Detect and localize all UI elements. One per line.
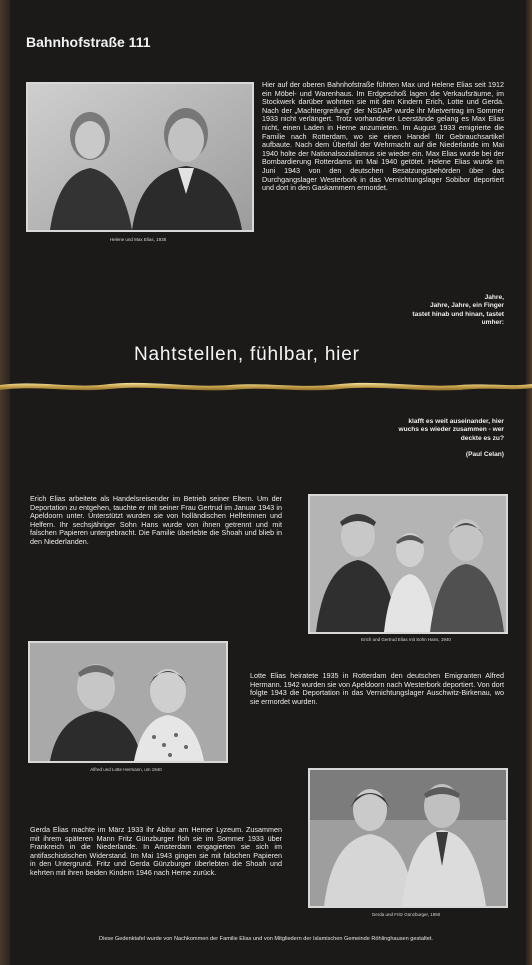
photo-erich-gertrud-hans: [308, 494, 508, 634]
poem-line: Jahre, Jahre, ein Finger: [429, 302, 504, 310]
poem-line: wuchs es wieder zusammen - wer: [398, 426, 504, 434]
plaque-edge-left: [0, 0, 10, 965]
photo-caption: Helene und Max Elias, 1938: [109, 237, 167, 242]
poem-author: (Paul Celan): [465, 451, 504, 459]
poem-line: Jahre,: [484, 294, 504, 301]
plaque-title: Bahnhofstraße 111: [26, 34, 151, 50]
section-text-lotte: Lotte Elias heiratete 1935 in Rotterdam den deutschen Emigranten Alfred Hermann. 1942 wurden sie von Apeldoorn nach Westerbork deportiert. Von dort folgte 1943 die Deportation in das Vernichtungslager Auschwitz-Birkenau, wo sie ermordet wurden.: [250, 671, 504, 706]
photo-caption: Erich und Gertrud Elias mit Sohn Hans, 1940: [361, 637, 451, 642]
photo-gerda-fritz-guenzburger: [308, 768, 508, 908]
photo-helene-max-elias: [26, 82, 254, 232]
poem-stanza-top: [330, 294, 504, 328]
section-text-gerda: Gerda Elias machte im März 1933 ihr Abitur am Herner Lyzeum. Zusammen mit ihrem späteren Mann Fritz Günzburger floh sie im Sommer 1933 über Frankreich in die Niederlande. In Amsterdam engagierten sie sich im antifaschistischen Widerstand. Im Mai 1943 gingen sie mit falschen Papieren in den Untergrund. Fritz und Gerda Günzburger überlebten die Shoah und kehrten mit ihren beiden Kindern 1946 nach Herne zurück.: [30, 825, 282, 877]
poem-line: klafft es weit auseinander, hier: [408, 418, 504, 425]
plaque-edge-right: [526, 0, 532, 965]
poem-line: umher:: [481, 319, 504, 327]
section-text-erich: Erich Elias arbeitete als Handelsreisender im Betrieb seiner Eltern. Um der Deportation zu entgehen, tauchte er mit seiner Frau Gertrud im Januar 1943 in Apeldoorn unter. Unterstützt wurden sie von holländischen Helferinnen und Helfern. Ihr sechsjähriger Sohn Hans wurde von ihnen getrennt und mit falschen Papieren untergebracht. Die Familie überlebte die Shoah und blieb in den Niederlanden.: [30, 494, 282, 546]
photo-caption: Gerda und Fritz Günzburger, 1950: [371, 912, 441, 917]
poem-stanza-bottom: [330, 418, 504, 460]
photo-caption: Alfred und Lotte Hermann, um 1940: [90, 767, 162, 772]
gold-seam-line: [0, 378, 532, 394]
photo-alfred-lotte-hermann: [28, 641, 228, 763]
poem-line: tastet hinab und hinan, tastet: [412, 310, 504, 318]
plaque-footer: Diese Gedenktafel wurde von Nachkommen der Familie Elias und von Mitgliedern der Islamischen Gemeinde Röhlinghausen gestaltet.: [99, 936, 433, 942]
section-text-max-helene: Hier auf der oberen Bahnhofstraße führten Max und Helene Elias seit 1912 ein Möbel- und Warenhaus. Im Erdgeschoß lagen die Verkaufsräume, im Stockwerk darüber wohnten sie mit den Kindern Erich, Lotte und Gerda. Nach der „Machtergreifung“ der NSDAP wurde ihr Mietvertrag im Sommer 1933 nicht verlängert. Trotz vorhandener Leerstände gelang es Max Elias nicht, einen Laden in Herne anzumieten. Im August 1933 emigrierte die Familie nach Rotterdam, wo sie einen Handel für Gebrauchsartikel aufbaute. Nach dem Überfall der Wehrmacht auf die Niederlande im Mai 1940 holte der Nationalsozialismus sie wieder ein. Max Elias wurde bei der Bombardierung Rotterdams im Mai 1940 getötet. Helene Elias wurde im Juni 1943 von den deutschen Besatzungsbehörden über das Durchgangslager Westerbork in das Vernichtungslager Sobibor deportiert und dort in den Gaskammern ermordet.: [262, 80, 504, 193]
headline-nahtstellen: Nahtstellen, fühlbar, hier: [134, 344, 360, 365]
poem-line: deckte es zu?: [460, 434, 504, 442]
